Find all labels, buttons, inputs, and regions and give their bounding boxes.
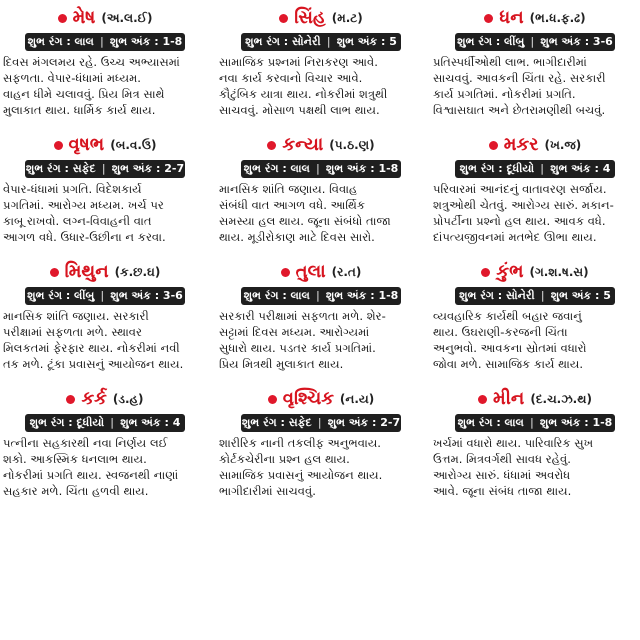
sign-name: કુંભ <box>496 261 524 282</box>
sign-header <box>430 260 640 284</box>
prediction-line: સામાજિક પ્રવાસનું આયોજન થાય. <box>219 468 383 482</box>
prediction-line: પરીક્ષામાં સફળતા મળે. સ્થાવર <box>3 325 143 339</box>
prediction-line: ભાગીદારીમાં સાચવવું. <box>219 484 316 498</box>
lucky-number: શુભ અંક : 1-8 <box>109 35 183 48</box>
sign-name: મેષ <box>72 7 96 28</box>
sign-block <box>216 0 426 127</box>
badge-separator: | <box>315 162 320 175</box>
sign-block <box>216 381 426 508</box>
sign-name: વૃશ્ચિક <box>282 388 334 409</box>
sign-header <box>216 260 426 284</box>
lucky-color: શુભ રંગ : સોનેરી <box>459 289 535 302</box>
sign-header <box>0 260 210 284</box>
prediction-line: ખર્ચમાં વધારો થાય. પારિવારિક સુખ <box>433 436 594 450</box>
prediction-line: વ્યવહારિક કાર્યથી બહાર જવાનું <box>433 309 582 323</box>
lucky-badge <box>455 287 615 305</box>
bullet-dot-icon <box>267 141 276 150</box>
prediction-line: પરિવારમાં આનંદનું વાતાવરણ સર્જાય. <box>433 182 607 196</box>
prediction-line: સામાજિક પ્રશ્નમાં નિરાકરણ આવે. <box>219 55 378 69</box>
sign-name: ધન <box>499 7 524 28</box>
bullet-dot-icon <box>489 141 498 150</box>
lucky-badge <box>455 160 615 178</box>
prediction-line: દિવસ મંગલમય રહે. ઉચ્ચ અભ્યાસમાં <box>3 55 180 69</box>
sign-name: વૃષભ <box>68 134 105 155</box>
sign-header <box>0 6 210 30</box>
lucky-number: શુભ અંક : 1-8 <box>325 162 399 175</box>
sign-header <box>0 133 210 157</box>
badge-separator: | <box>101 162 106 175</box>
lucky-color: શુભ રંગ : દૂધીયો <box>29 416 105 429</box>
sign-header <box>430 133 640 157</box>
prediction-text <box>0 181 210 245</box>
bullet-dot-icon <box>484 14 493 23</box>
badge-separator: | <box>317 416 322 429</box>
prediction-text <box>430 435 640 499</box>
prediction-line: કાર્ય પ્રગતિમાં. નોકરીમાં પ્રગતિ. <box>433 87 576 101</box>
lucky-badge <box>25 287 185 305</box>
sign-letters: (દ.ચ.ઝ.થ) <box>530 391 592 406</box>
badge-separator: | <box>326 35 331 48</box>
sign-header <box>430 6 640 30</box>
prediction-line: વાહન ધીમે ચલાવવું. પ્રિય મિત્ર સાથે <box>3 87 165 101</box>
bullet-dot-icon <box>50 268 59 277</box>
sign-letters: (અ.લ.ઈ) <box>101 10 153 25</box>
prediction-line: થાય. ઉઘરાણી-કરજની ચિંતા <box>433 325 568 339</box>
sign-block <box>0 254 210 381</box>
column-0 <box>0 0 210 508</box>
prediction-line: કોર્ટકચેરીના પ્રશ્ન હલ થાય. <box>219 452 350 466</box>
column-2 <box>430 0 640 508</box>
prediction-line: સટ્ટામાં દિવસ મધ્યમ. આરોગ્યમાં <box>219 325 370 339</box>
sign-block <box>216 254 426 381</box>
lucky-badge <box>241 414 401 432</box>
prediction-line: આગળ વધે. ઉધાર-ઉછીના ન કરવા. <box>3 230 166 244</box>
bullet-dot-icon <box>481 268 490 277</box>
sign-name: મીન <box>493 388 525 409</box>
lucky-color: શુભ રંગ : લીંબુ <box>27 289 95 302</box>
prediction-line: શકો. આકસ્મિક ધનલાભ થાય. <box>3 452 147 466</box>
lucky-number: શુભ અંક : 3-6 <box>540 35 613 48</box>
prediction-line: સમસ્યા હલ થાય. જૂના સંબંધો તાજા <box>219 214 391 228</box>
prediction-line: પ્રતિસ્પર્ધીઓથી લાભ. ભાગીદારીમાં <box>433 55 587 69</box>
prediction-line: શત્રુઓથી ચેતવું. આરોગ્ય સારું. મકાન- <box>433 198 614 212</box>
sign-letters: (ખ.જ) <box>544 137 582 152</box>
prediction-line: નોકરીમાં પ્રગતિ થાય. સ્વજનથી નાણાં <box>3 468 179 482</box>
lucky-number: શુભ અંક : 3-6 <box>110 289 183 302</box>
lucky-color: શુભ રંગ : દૂધીયો <box>459 162 535 175</box>
prediction-line: ઉત્તમ. મિત્રવર્ગથી સાવધ રહેવું. <box>433 452 571 466</box>
prediction-line: મિલકતમાં ફેરફાર થાય. નોકરીમાં નવી <box>3 341 180 355</box>
bullet-dot-icon <box>66 395 75 404</box>
lucky-color: શુભ રંગ : લાલ <box>243 289 310 302</box>
prediction-line: વિશ્વાસઘાત અને છેતરામણીથી બચવું. <box>433 103 606 117</box>
prediction-text <box>0 54 210 118</box>
lucky-number: શુભ અંક : 2-7 <box>327 416 401 429</box>
lucky-number: શુભ અંક : 5 <box>550 289 611 302</box>
sign-header <box>216 387 426 411</box>
lucky-color: શુભ રંગ : લાલ <box>457 416 524 429</box>
sign-letters: (ક.છ.ઘ) <box>114 264 161 279</box>
sign-letters: (ગ.શ.ષ.સ) <box>529 264 589 279</box>
prediction-text <box>216 435 426 499</box>
sign-letters: (ભ.ધ.ફ.ઢ) <box>529 10 586 25</box>
prediction-line: સાચવવું. આવકની ચિંતા રહે. સરકારી <box>433 71 606 85</box>
sign-header <box>0 387 210 411</box>
sign-header <box>430 387 640 411</box>
lucky-number: શુભ અંક : 2-7 <box>111 162 185 175</box>
sign-header <box>216 133 426 157</box>
bullet-dot-icon <box>478 395 487 404</box>
sign-block <box>430 254 640 381</box>
prediction-line: શારીરિક નાની તકલીફ અનુભવાય. <box>219 436 381 450</box>
prediction-text <box>216 181 426 245</box>
prediction-line: જોવા મળે. સામાજિક કાર્ય થાય. <box>433 357 584 371</box>
lucky-color: શુભ રંગ : સોનેરી <box>245 35 321 48</box>
badge-separator: | <box>529 416 534 429</box>
prediction-text <box>0 308 210 372</box>
prediction-line: સહકાર મળે. ચિંતા હળવી થાય. <box>3 484 149 498</box>
sign-letters: (ર.ત) <box>331 264 362 279</box>
prediction-text <box>430 308 640 372</box>
lucky-number: શુભ અંક : 1-8 <box>325 289 399 302</box>
prediction-line: માનસિક શાંતિ જણાય. વિવાહ <box>219 182 358 196</box>
sign-block <box>430 0 640 127</box>
prediction-line: સુધારો થાય. પડતર કાર્ય પ્રગતિમાં. <box>219 341 376 355</box>
sign-letters: (બ.વ.ઉ) <box>110 137 157 152</box>
prediction-line: થાય. મૂડીરોકાણ માટે દિવસ સારો. <box>219 230 375 244</box>
prediction-text <box>430 54 640 118</box>
lucky-badge <box>455 33 615 51</box>
prediction-line: પ્રોપર્ટીના પ્રશ્નો હલ થાય. આવક વધે. <box>433 214 606 228</box>
prediction-line: કૌટુંબિક યાત્રા થાય. નોકરીમાં શત્રુથી <box>219 87 388 101</box>
lucky-badge <box>25 33 185 51</box>
prediction-line: નવા કાર્ય કરવાનો વિચાર આવે. <box>219 71 363 85</box>
prediction-line: કાબૂ રાખવો. લગ્ન-વિવાહની વાત <box>3 214 152 228</box>
prediction-line: અનુભવો. આવકના સ્રોતમાં વધારો <box>433 341 587 355</box>
lucky-badge <box>25 160 185 178</box>
prediction-line: પ્રગતિમાં. આરોગ્ય મધ્યમ. ખર્ચ પર <box>3 198 164 212</box>
badge-separator: | <box>540 162 545 175</box>
prediction-line: આવે. જૂના સંબંધ તાજા થાય. <box>433 484 572 498</box>
sign-name: મિથુન <box>64 261 109 282</box>
sign-block <box>430 381 640 508</box>
sign-letters: (ન.ય) <box>339 391 375 406</box>
prediction-line: પત્નીના સહકારથી નવા નિર્ણય લઈ <box>3 436 168 450</box>
lucky-badge <box>241 33 401 51</box>
lucky-number: શુભ અંક : 4 <box>550 162 611 175</box>
sign-block <box>0 381 210 508</box>
prediction-text <box>216 308 426 372</box>
lucky-number: શુભ અંક : 1-8 <box>539 416 613 429</box>
badge-separator: | <box>99 35 104 48</box>
lucky-color: શુભ રંગ : સફેદ <box>25 162 96 175</box>
sign-letters: (મ.ટ) <box>331 10 363 25</box>
prediction-text <box>430 181 640 245</box>
lucky-badge <box>455 414 615 432</box>
sign-header <box>216 6 426 30</box>
bullet-dot-icon <box>279 14 288 23</box>
lucky-color: શુભ રંગ : લીંબુ <box>457 35 525 48</box>
bullet-dot-icon <box>54 141 63 150</box>
prediction-line: સંબંધી વાત આગળ વધે. આર્થિક <box>219 198 366 212</box>
prediction-line: તક મળે. ટૂંકા પ્રવાસનું આયોજન થાય. <box>3 357 184 371</box>
bullet-dot-icon <box>281 268 290 277</box>
badge-separator: | <box>110 416 115 429</box>
sign-block <box>430 127 640 254</box>
sign-block <box>0 127 210 254</box>
sign-name: કન્યા <box>282 134 324 155</box>
bullet-dot-icon <box>58 14 67 23</box>
prediction-text <box>0 435 210 499</box>
bullet-dot-icon <box>268 395 277 404</box>
column-1 <box>216 0 426 508</box>
badge-separator: | <box>530 35 535 48</box>
badge-separator: | <box>540 289 545 302</box>
prediction-line: માનસિક શાંતિ જણાય. સરકારી <box>3 309 149 323</box>
prediction-line: સાચવવું. મોસાળ પક્ષથી લાભ થાય. <box>219 103 380 117</box>
sign-name: કર્ક <box>81 388 107 409</box>
prediction-line: આરોગ્ય સારું. ધંધામાં અવરોધ <box>433 468 571 482</box>
sign-letters: (ડ.હ) <box>112 391 144 406</box>
prediction-line: સરકારી પરીક્ષામાં સફળતા મળે. શેર- <box>219 309 386 323</box>
prediction-line: પ્રિય મિત્રથી મુલાકાત થાય. <box>219 357 344 371</box>
prediction-line: દાંપત્યજીવનમાં મતભેદ ઊભા થાય. <box>433 230 597 244</box>
lucky-number: શુભ અંક : 5 <box>336 35 397 48</box>
sign-name: મકર <box>503 134 539 155</box>
sign-name: સિંહ <box>294 7 326 28</box>
prediction-line: સફળતા. વેપાર-ધંધામાં મધ્યમ. <box>3 71 141 85</box>
sign-block <box>0 0 210 127</box>
lucky-badge <box>241 160 401 178</box>
sign-name: તુલા <box>295 261 326 282</box>
lucky-badge <box>25 414 185 432</box>
prediction-text <box>216 54 426 118</box>
sign-block <box>216 127 426 254</box>
badge-separator: | <box>315 289 320 302</box>
lucky-color: શુભ રંગ : લાલ <box>243 162 310 175</box>
lucky-badge <box>241 287 401 305</box>
prediction-line: મુલાકાત થાય. ધાર્મિક કાર્ય થાય. <box>3 103 156 117</box>
lucky-color: શુભ રંગ : લાલ <box>27 35 94 48</box>
lucky-number: શુભ અંક : 4 <box>120 416 181 429</box>
lucky-color: શુભ રંગ : સફેદ <box>241 416 312 429</box>
badge-separator: | <box>100 289 105 302</box>
sign-letters: (પ.ઠ.ણ) <box>329 137 375 152</box>
prediction-line: વેપાર-ધંધામાં પ્રગતિ. વિદેશકાર્ય <box>3 182 142 196</box>
